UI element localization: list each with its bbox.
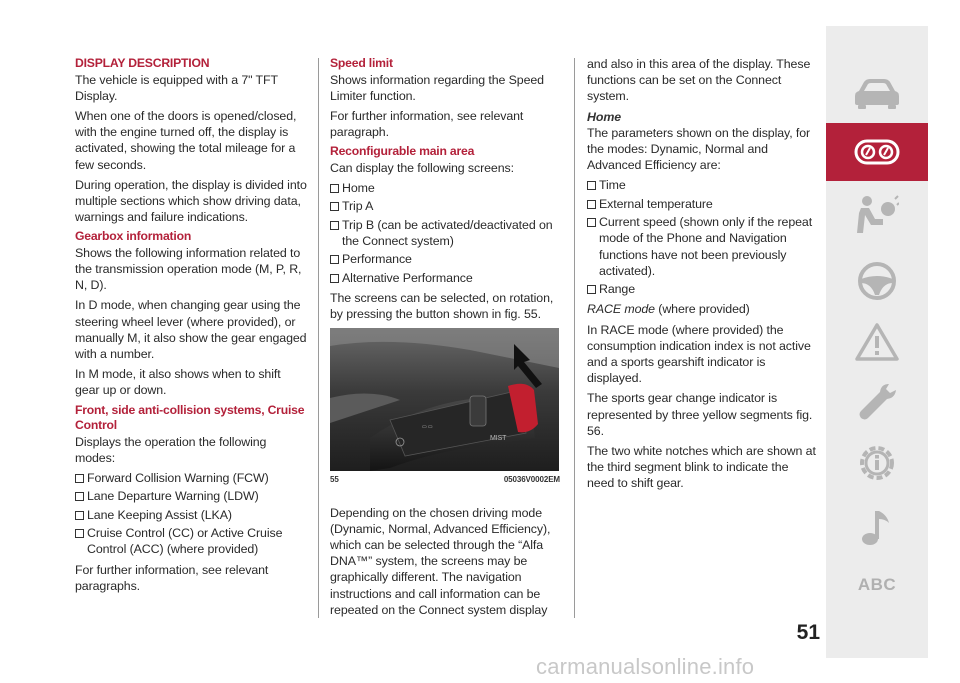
display-paragraph-2: When one of the doors is opened/closed, with the engine turned off, the display is activated, showing the total mileage for a few seconds.	[75, 108, 297, 172]
list-item: Current speed (shown only if the repeat mode of the Phone and Navigation functions have not been previously activated).	[587, 214, 817, 279]
after-figure-paragraph: Depending on the chosen driving mode (Dynamic, Normal, Advanced Efficiency), which can be selected through the “Alfa DNA™” system, the screens may be graphically different. The navigation instructions and call information can be repeated on the Connect system display	[330, 505, 551, 617]
list-item: Time	[587, 177, 817, 193]
list-item: Cruise Control (CC) or Active Cruise Control (ACC) (where provided)	[75, 525, 307, 557]
list-item: Home	[330, 180, 560, 196]
airbag-icon	[855, 195, 899, 235]
reconf-paragraph-2: The screens can be selected, on rotation, by pressing the button shown in fig. 55.	[330, 290, 554, 322]
list-item: Alternative Performance	[330, 270, 560, 286]
sidebar-item-steering[interactable]	[826, 252, 928, 310]
sidebar-item-warning[interactable]	[826, 313, 928, 371]
sidebar-item-index[interactable]	[826, 556, 928, 614]
gearbox-paragraph-1: Shows the following information related to the transmission operation mode (M, P, R, N, D).	[75, 245, 302, 293]
figure-caption	[330, 472, 560, 488]
svg-text:▭ ▭: ▭ ▭	[422, 424, 433, 431]
speed-paragraph-1: Shows information regarding the Speed Limiter function.	[330, 72, 544, 103]
dashboard-icon	[853, 136, 901, 168]
display-paragraph-1: The vehicle is equipped with a 7" TFT Display.	[75, 72, 278, 103]
display-paragraph-3: During operation, the display is divided into multiple sections which show driving data, warnings and failure indications.	[75, 177, 307, 225]
race-paragraph-3: The two white notches which are shown at the third segment blink to indicate the need to shift gear.	[587, 444, 816, 491]
heading-home: Home	[587, 109, 622, 124]
sidebar-item-multimedia[interactable]	[826, 498, 928, 556]
sidebar-item-car[interactable]	[826, 64, 928, 122]
race-mode-label: RACE mode	[587, 302, 655, 317]
heading-anti-collision: Front, side anti-collision systems, Cruise Control	[75, 402, 305, 433]
music-note-icon	[859, 507, 895, 547]
sidebar-item-service[interactable]	[826, 374, 928, 432]
race-mode-suffix: (where provided)	[654, 302, 750, 317]
list-item: Forward Collision Warning (FCW)	[75, 470, 307, 486]
collision-paragraph-1: Displays the operation the following modes:	[75, 434, 267, 465]
race-mode-line	[587, 301, 817, 317]
column-left	[75, 56, 307, 598]
screens-list	[330, 180, 560, 286]
column-right	[587, 56, 817, 496]
abc-icon: ABC	[857, 575, 897, 594]
home-paragraph-1: The parameters shown on the display, for the modes: Dynamic, Normal and Advanced Efficiency are:	[587, 125, 811, 173]
gearbox-paragraph-2: In D mode, when changing gear using the steering wheel lever (where provided), or manually M, it also show the gear engaged with a number.	[75, 298, 307, 362]
list-item: Range	[587, 281, 817, 297]
reconf-paragraph-1: Can display the following screens:	[330, 160, 514, 175]
sidebar-item-technical[interactable]	[826, 434, 928, 492]
list-item: Trip B (can be activated/deactivated on the Connect system)	[330, 217, 560, 249]
list-item: Lane Departure Warning (LDW)	[75, 488, 307, 504]
chapter-sidebar	[826, 26, 928, 658]
race-paragraph-2: The sports gear change indicator is represented by three yellow segments fig. 56.	[587, 391, 813, 438]
heading-speed-limit: Speed limit	[330, 56, 393, 70]
mist-label: MIST	[490, 435, 507, 443]
figure-number: 55	[330, 475, 339, 485]
sidebar-item-airbag[interactable]	[826, 186, 928, 244]
car-icon	[853, 77, 901, 109]
column-divider	[574, 58, 575, 618]
sidebar-item-dashboard[interactable]	[826, 123, 928, 181]
list-item: Lane Keeping Assist (LKA)	[75, 507, 307, 523]
info-gear-icon	[855, 441, 899, 485]
steering-wheel-icon	[857, 261, 897, 301]
stalk-illustration	[330, 328, 559, 471]
heading-display-description: DISPLAY DESCRIPTION	[75, 56, 210, 70]
collision-list	[75, 470, 307, 558]
page-number: 51	[796, 621, 820, 644]
column-middle	[330, 56, 560, 622]
heading-reconfigurable-area: Reconfigurable main area	[330, 144, 475, 159]
list-item: Trip A	[330, 198, 560, 214]
collision-paragraph-2: For further information, see relevant paragraphs.	[75, 562, 269, 593]
column-divider	[318, 58, 319, 618]
list-item: Performance	[330, 251, 560, 267]
warning-icon	[855, 322, 899, 362]
gearbox-paragraph-3: In M mode, it also shows when to shift gear up or down.	[75, 367, 281, 398]
wrench-icon	[855, 381, 899, 425]
heading-gearbox-information: Gearbox information	[75, 229, 192, 244]
continuation-paragraph: and also in this area of the display. These functions can be set on the Connect system.	[587, 57, 811, 104]
list-item: External temperature	[587, 196, 817, 212]
figure-stalk-photo	[330, 328, 559, 471]
speed-paragraph-2: For further information, see relevant paragraph.	[330, 108, 524, 140]
figure-code: 05036V0002EM	[503, 475, 560, 485]
race-paragraph-1: In RACE mode (where provided) the consumption indication index is not active and a sports gearshift indicator is displayed.	[587, 322, 811, 386]
watermark: carmanualsonline.info	[536, 654, 755, 679]
home-parameters-list	[587, 177, 817, 297]
